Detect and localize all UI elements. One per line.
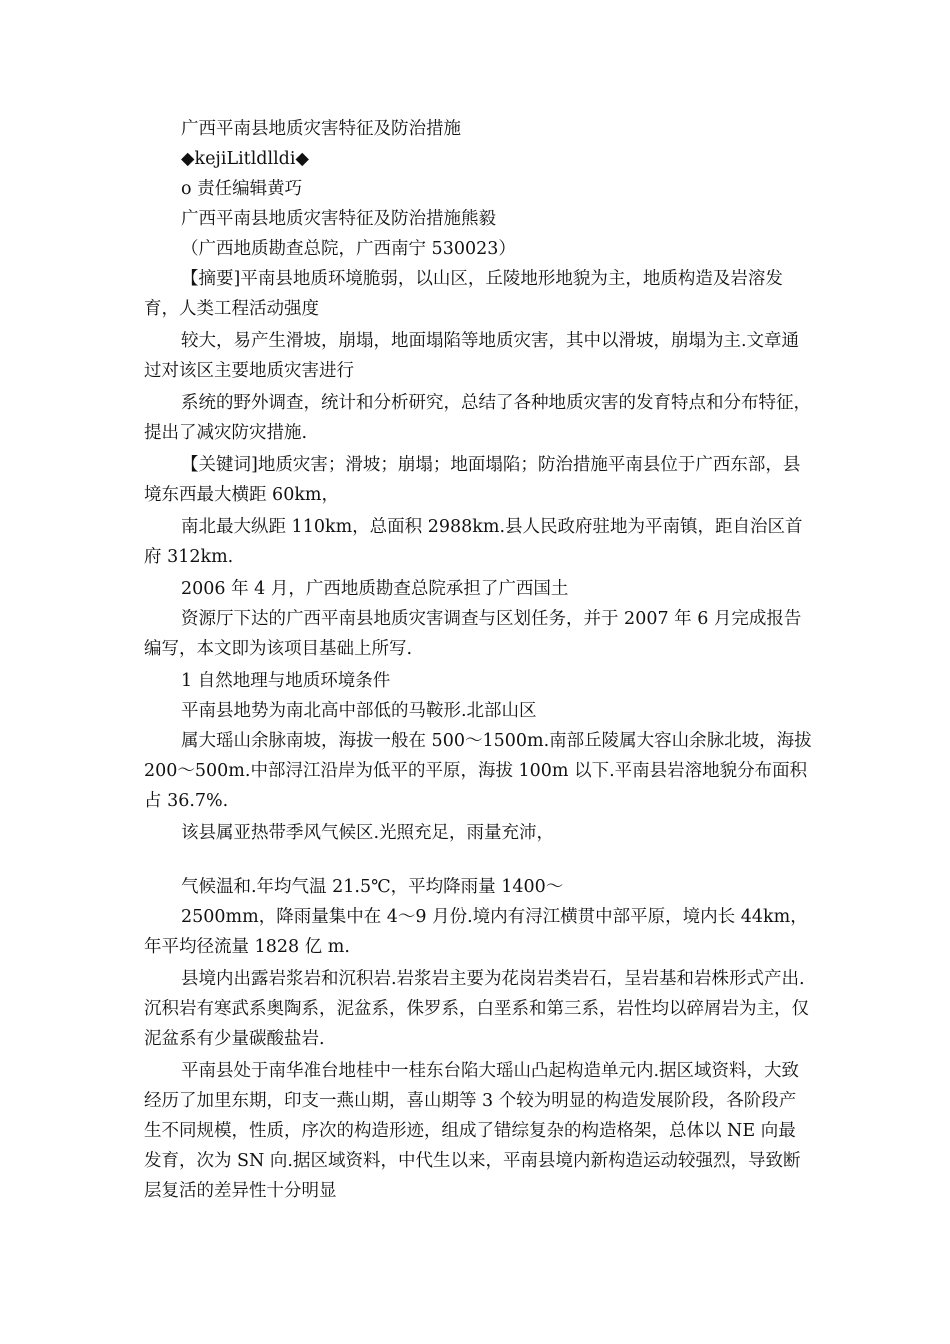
- keywords-paragraph: 【关键词]地质灾害；滑坡；崩塌；地面塌陷；防治措施平南县位于广西东部，县境东西最大横距 60km，: [144, 455, 801, 505]
- body-paragraph: 资源厅下达的广西平南县地质灾害调查与区划任务，并于 2007 年 6 月完成报告编写，本文即为该项目基础上所写.: [144, 609, 802, 659]
- abstract-paragraph: 【摘要]平南县地质环境脆弱，以山区，丘陵地形地貌为主，地质构造及岩溶发育，人类工程活动强度: [144, 269, 783, 319]
- abstract-continued-1: 较大，易产生滑坡，崩塌，地面塌陷等地质灾害，其中以滑坡，崩塌为主.文章通过对该区主要地质灾害进行: [144, 331, 800, 381]
- article-title-author: 广西平南县地质灾害特征及防治措施熊毅: [181, 209, 496, 229]
- editor-line: o 责任编辑黄巧: [181, 179, 303, 199]
- body-paragraph: 该县属亚热带季风气候区.光照充足，雨量充沛，: [181, 823, 555, 843]
- body-paragraph: 平南县处于南华准台地桂中一桂东台陷大瑶山凸起构造单元内.据区域资料，大致经历了加里东期，印支一燕山期，喜山期等 3 个较为明显的构造发展阶段，各阶段产生不同规模，性质，序次的构造形迹，组成了错综复杂的构造格架，总体以 NE 向最发育，次为 SN 向.据区域资料，中代生以来，平南县境内新构造运动较强烈，导致断层复活的差异性十分明显: [144, 1061, 801, 1201]
- body-paragraph: 2006 年 4 月，广西地质勘查总院承担了广西国土: [181, 579, 569, 599]
- author-affiliation: （广西地质勘查总院，广西南宁 530023）: [181, 239, 516, 259]
- body-paragraph: 属大瑶山余脉南坡，海拔一般在 500～1500m.南部丘陵属大容山余脉北坡，海拔 200～500m.中部浔江沿岸为低平的平原，海拔 100m 以下.平南县岩溶地貌分布面积占 36.7%.: [144, 731, 812, 811]
- body-paragraph: 平南县地势为南北高中部低的马鞍形.北部山区: [181, 701, 537, 721]
- body-paragraph: 南北最大纵距 110km，总面积 2988km.县人民政府驻地为平南镇，距自治区首府 312km.: [144, 517, 803, 567]
- body-paragraph: 气候温和.年均气温 21.5℃，平均降雨量 1400～: [181, 877, 564, 897]
- document-title: 广西平南县地质灾害特征及防治措施: [181, 119, 461, 139]
- section-heading: 1 自然地理与地质环境条件: [181, 671, 391, 691]
- abstract-continued-2: 系统的野外调查，统计和分析研究，总结了各种地质灾害的发育特点和分布特征，提出了减灾防灾措施.: [144, 393, 811, 443]
- body-paragraph: 2500mm，降雨量集中在 4～9 月份.境内有浔江横贯中部平原，境内长 44km，年平均径流量 1828 亿 m.: [144, 907, 808, 957]
- column-tag: ◆kejiLitldlldi◆: [181, 149, 309, 169]
- body-paragraph: 县境内出露岩浆岩和沉积岩.岩浆岩主要为花岗岩类岩石，呈岩基和岩株形式产出.沉积岩有寒武系奥陶系，泥盆系，侏罗系，白垩系和第三系，岩性均以碎屑岩为主，仅泥盆系有少量碳酸盐岩.: [144, 969, 809, 1049]
- document-body: [144, 114, 812, 1208]
